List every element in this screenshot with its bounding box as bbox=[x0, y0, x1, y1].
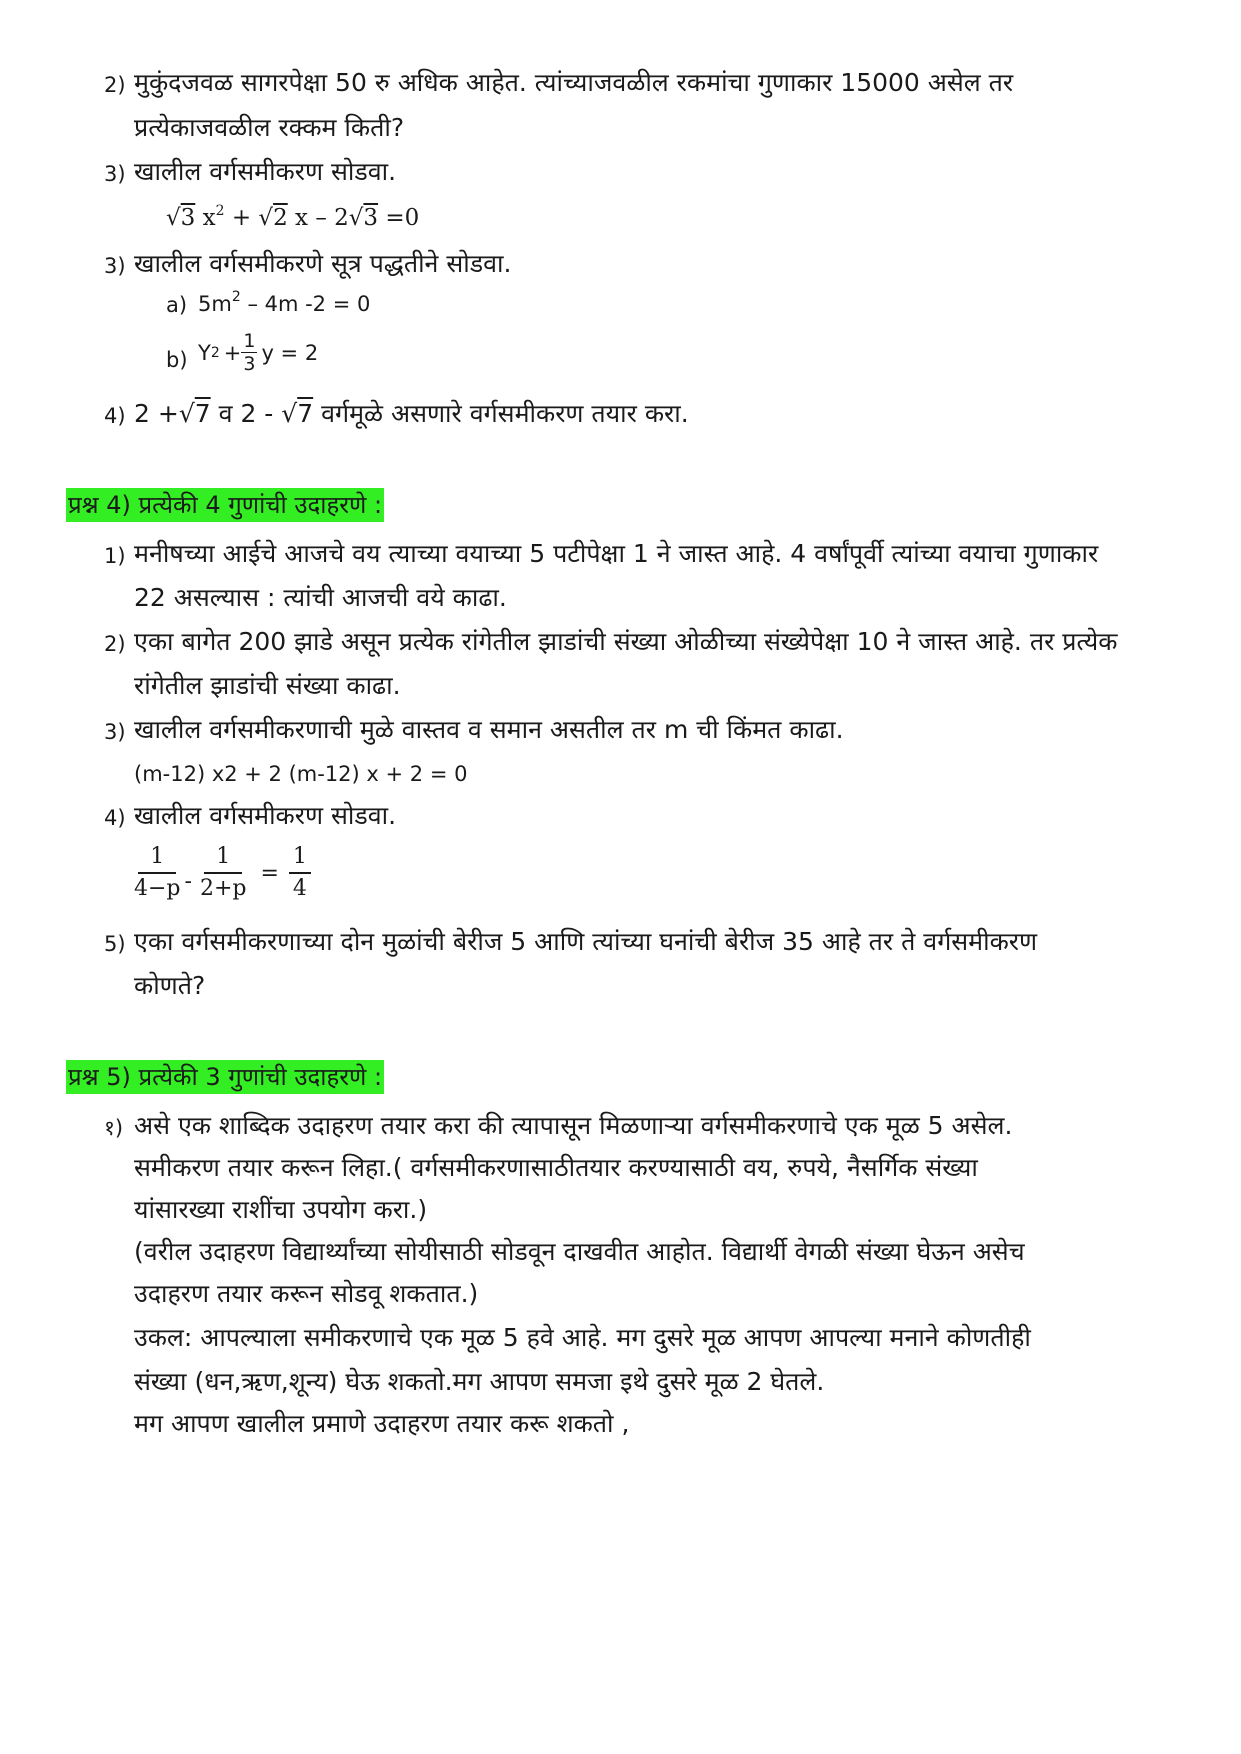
question-text: 22 असल्यास : त्यांची आजची वये काढा. bbox=[134, 583, 507, 612]
paragraph-line: संख्या (धन,ऋण,शून्य) घेऊ शकतो.मग आपण समजा इथे दुसरे मूळ 2 घेतले. bbox=[134, 1367, 825, 1396]
paragraph-line: मग आपण खालील प्रमाणे उदाहरण तयार करू शकतो , bbox=[134, 1409, 630, 1438]
fraction: $\frac{1}{4-p}$ bbox=[134, 844, 181, 901]
equation: $5m^2 - 4m$ -2 = 0 bbox=[198, 289, 371, 316]
equation: √3 $x^2 + √2$ x – 2√3 =0 bbox=[166, 202, 419, 234]
paragraph-line: उकल: आपल्याला समीकरणाचे एक मूळ 5 हवे आहे. मग दुसरे मूळ आपण आपल्या मनाने कोणतीही bbox=[134, 1323, 1031, 1352]
item-number: १) bbox=[104, 1116, 124, 1140]
radical: √7 bbox=[178, 399, 211, 428]
item-number: 3) bbox=[104, 162, 126, 186]
sub-item-label: b) bbox=[166, 348, 188, 372]
equation: Y 2 + $\frac{1}{3}$ y = 2 bbox=[198, 330, 319, 375]
question-text: खालील वर्गसमीकरणाची मुळे वास्तव व समान असतील तर m ची किंमत काढा. bbox=[134, 715, 844, 744]
item-number: 2) bbox=[104, 73, 126, 97]
question-text: कोणते? bbox=[134, 971, 206, 1000]
item-number: 3) bbox=[104, 254, 126, 278]
radical: √3 bbox=[348, 205, 379, 231]
section-heading: प्रश्न 4) प्रत्येकी 4 गुणांची उदाहरणे : bbox=[66, 488, 384, 522]
question-text: प्रत्येकाजवळील रक्कम किती? bbox=[134, 113, 405, 142]
item-number: 4) bbox=[104, 806, 126, 830]
question-text: खालील वर्गसमीकरण सोडवा. bbox=[134, 801, 397, 830]
item-number: 1) bbox=[104, 544, 126, 568]
sub-item-label: a) bbox=[166, 293, 188, 317]
question-text: एका वर्गसमीकरणाच्या दोन मुळांची बेरीज 5 आणि त्यांच्या घनांची बेरीज 35 आहे तर ते वर्गसमीकरण bbox=[134, 927, 1038, 956]
question-text: रांगेतील झाडांची संख्या काढा. bbox=[134, 671, 401, 700]
paragraph-line: समीकरण तयार करून लिहा.( वर्गसमीकरणासाठीतयार करण्यासाठी वय, रुपये, नैसर्गिक संख्या bbox=[134, 1153, 978, 1182]
paragraph-line: यांसारख्या राशींचा उपयोग करा.) bbox=[134, 1195, 428, 1224]
item-number: 2) bbox=[104, 632, 126, 656]
fraction: $\frac{1}{2+p}$ bbox=[199, 844, 247, 901]
paragraph-line: असे एक शाब्दिक उदाहरण तयार करा की त्यापासून मिळणाऱ्या वर्गसमीकरणाचे एक मूळ 5 असेल. bbox=[134, 1111, 1013, 1140]
radical: √3 bbox=[166, 205, 196, 231]
paragraph-line: (वरील उदाहरण विद्यार्थ्यांच्या सोयीसाठी सोडवून दाखवीत आहोत. विद्यार्थी वेगळी संख्या घेऊन असेच bbox=[134, 1237, 1025, 1266]
question-text: मुकुंदजवळ सागरपेक्षा 50 रु अधिक आहेत. त्यांच्याजवळील रकमांचा गुणाकार 15000 असेल तर bbox=[134, 68, 1014, 97]
item-number: 4) bbox=[104, 404, 126, 428]
fraction-equation: $\frac{1}{4-p}$ - $\frac{1}{2+p}$ = $\frac{1}{4}$ bbox=[130, 842, 311, 904]
item-number: 5) bbox=[104, 932, 126, 956]
item-number: 3) bbox=[104, 720, 126, 744]
paragraph-line: उदाहरण तयार करून सोडवू शकतात.) bbox=[134, 1279, 479, 1308]
radical: √7 bbox=[281, 399, 314, 428]
question-text: 2 +√7 व 2 - √7 वर्गमूळे असणारे वर्गसमीकरण तयार करा. bbox=[134, 399, 689, 428]
fraction: $\frac{1}{4}$ bbox=[289, 842, 311, 904]
question-text: खालील वर्गसमीकरणे सूत्र पद्धतीने सोडवा. bbox=[134, 249, 512, 278]
radical: √2 bbox=[258, 205, 288, 231]
equation: (m-12) x2 + 2 (m-12) x + 2 = 0 bbox=[134, 762, 468, 786]
question-text: एका बागेत 200 झाडे असून प्रत्येक रांगेतील झाडांची संख्या ओळीच्या संख्येपेक्षा 10 ने जास्त आहे. तर प्रत्येक bbox=[134, 627, 1118, 656]
section-heading: प्रश्न 5) प्रत्येकी 3 गुणांची उदाहरणे : bbox=[66, 1060, 384, 1094]
question-text: खालील वर्गसमीकरण सोडवा. bbox=[134, 157, 397, 186]
question-text: मनीषच्या आईचे आजचे वय त्याच्या वयाच्या 5 पटीपेक्षा 1 ने जास्त आहे. 4 वर्षांपूर्वी त्यांच्या वयाचा गुणाकार bbox=[134, 539, 1099, 568]
fraction: $\frac{1}{3}$ bbox=[243, 330, 256, 375]
